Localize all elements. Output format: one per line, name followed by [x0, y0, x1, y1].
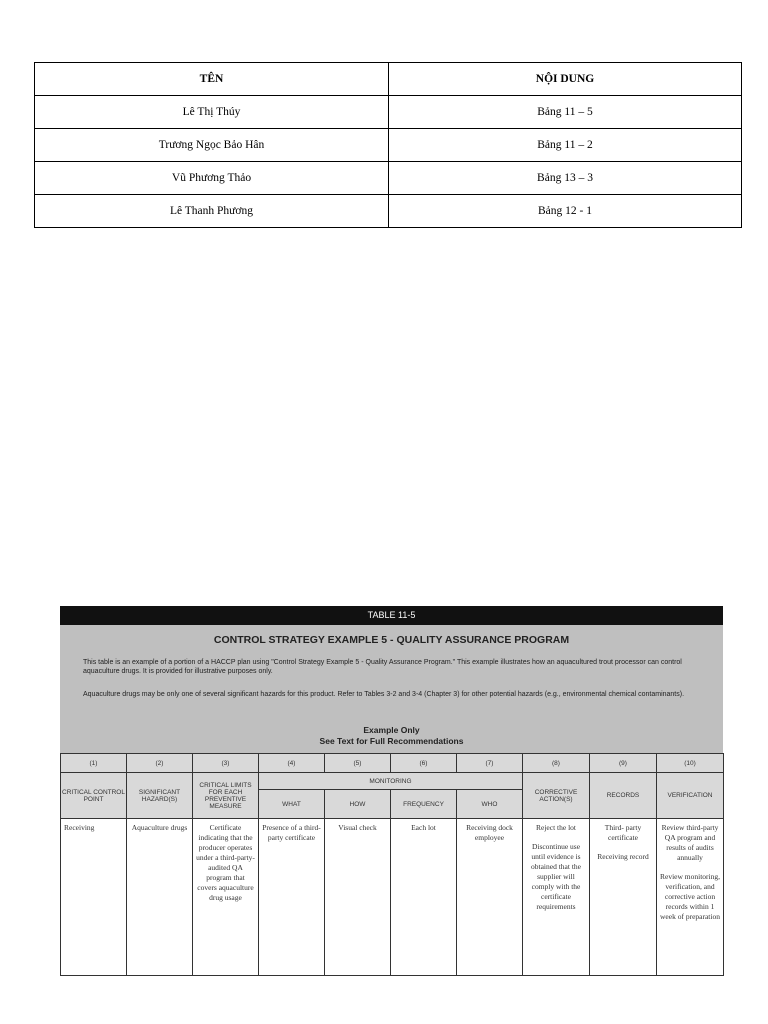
- header-verification: VERIFICATION: [657, 773, 724, 819]
- table-title: CONTROL STRATEGY EXAMPLE 5 - QUALITY ASSURANCE PROGRAM: [213, 634, 570, 646]
- corrective-2: Discontinue use until evidence is obtained that the supplier will comply with the certificate requirements: [531, 842, 581, 911]
- col-number: (9): [590, 754, 657, 773]
- header-hazard: SIGNIFICANT HAZARD(S): [127, 773, 193, 819]
- table-row: [35, 129, 742, 162]
- col-number: (6): [391, 754, 457, 773]
- cell-limits: Certificate indicating that the producer operates under a third-party-audited QA program that covers aquaculture drug usage: [193, 819, 259, 976]
- header-content: NỘI DUNG: [389, 63, 742, 96]
- intro-paragraph-1: This table is an example of a portion of a HACCP plan using "Control Strategy Example 5 - Quality Assurance Program." This example illustrates how an aquacultured trout processor can control aquaculture drugs. It is provided for illustrative purposes only.: [83, 659, 682, 675]
- cell-what: Presence of a third-party certificate: [259, 819, 325, 976]
- row-content: Bảng 11 – 5: [389, 96, 742, 129]
- column-number-row: [61, 754, 724, 773]
- assignment-table: [34, 62, 742, 228]
- assignment-header-row: [35, 63, 742, 96]
- spacer: [526, 833, 586, 842]
- cell-frequency: Each lot: [391, 819, 457, 976]
- row-name: Lê Thị Thúy: [35, 96, 389, 129]
- header-records: RECORDS: [590, 773, 657, 819]
- cell-verification: [657, 819, 724, 976]
- col-number: (8): [523, 754, 590, 773]
- col-number: (3): [193, 754, 259, 773]
- header-what: WHAT: [259, 790, 325, 819]
- row-name: Lê Thanh Phương: [35, 195, 389, 228]
- row-content: Bảng 13 – 3: [389, 162, 742, 195]
- example-note: [60, 725, 723, 747]
- header-corrective: CORRECTIVE ACTION(S): [523, 773, 590, 819]
- header-limits: CRITICAL LIMITS FOR EACH PREVENTIVE MEASURE: [193, 773, 259, 819]
- col-number: (7): [457, 754, 523, 773]
- cell-records: [590, 819, 657, 976]
- col-number: (10): [657, 754, 724, 773]
- header-how: HOW: [325, 790, 391, 819]
- col-number: (1): [61, 754, 127, 773]
- haccp-grid: [60, 753, 724, 976]
- spacer: [593, 843, 653, 852]
- header-monitoring: MONITORING: [259, 773, 523, 790]
- intro-paragraph-2: Aquaculture drugs may be only one of several significant hazards for this product. Refer to Tables 3-2 and 3-4 (Chapter 3) for other potential hazards (e.g., environmental chemical contaminants).: [83, 691, 685, 698]
- see-text-note: See Text for Full Recommendations: [319, 736, 464, 746]
- col-number: (4): [259, 754, 325, 773]
- table-row: [35, 96, 742, 129]
- example-only: Example Only: [363, 725, 420, 735]
- header-name: TÊN: [35, 63, 389, 96]
- spacer: [660, 863, 720, 872]
- cell-how: Visual check: [325, 819, 391, 976]
- row-name: Vũ Phương Thảo: [35, 162, 389, 195]
- table-row: [35, 162, 742, 195]
- haccp-table-image: [60, 606, 723, 982]
- cell-hazard: Aquaculture drugs: [127, 819, 193, 976]
- row-name: Trương Ngọc Bảo Hân: [35, 129, 389, 162]
- records-2: Receiving record: [597, 852, 649, 861]
- table-row: [61, 819, 724, 976]
- header-frequency: FREQUENCY: [391, 790, 457, 819]
- row-content: Bảng 12 - 1: [389, 195, 742, 228]
- table-label: TABLE 11-5: [60, 606, 723, 625]
- cell-ccp: Receiving: [61, 819, 127, 976]
- row-content: Bảng 11 – 2: [389, 129, 742, 162]
- records-1: Third- party certificate: [604, 823, 642, 842]
- table-intro-panel: [60, 625, 723, 753]
- col-number: (5): [325, 754, 391, 773]
- header-row-1: [61, 773, 724, 790]
- header-ccp: CRITICAL CONTROL POINT: [61, 773, 127, 819]
- cell-who: Receiving dock employee: [457, 819, 523, 976]
- table-row: [35, 195, 742, 228]
- corrective-1: Reject the lot: [536, 823, 576, 832]
- verification-1: Review third-party QA program and results of audits annually: [661, 823, 719, 862]
- verification-2: Review monitoring, verification, and corrective action records within 1 week of preparation: [660, 872, 720, 921]
- header-who: WHO: [457, 790, 523, 819]
- cell-corrective: [523, 819, 590, 976]
- col-number: (2): [127, 754, 193, 773]
